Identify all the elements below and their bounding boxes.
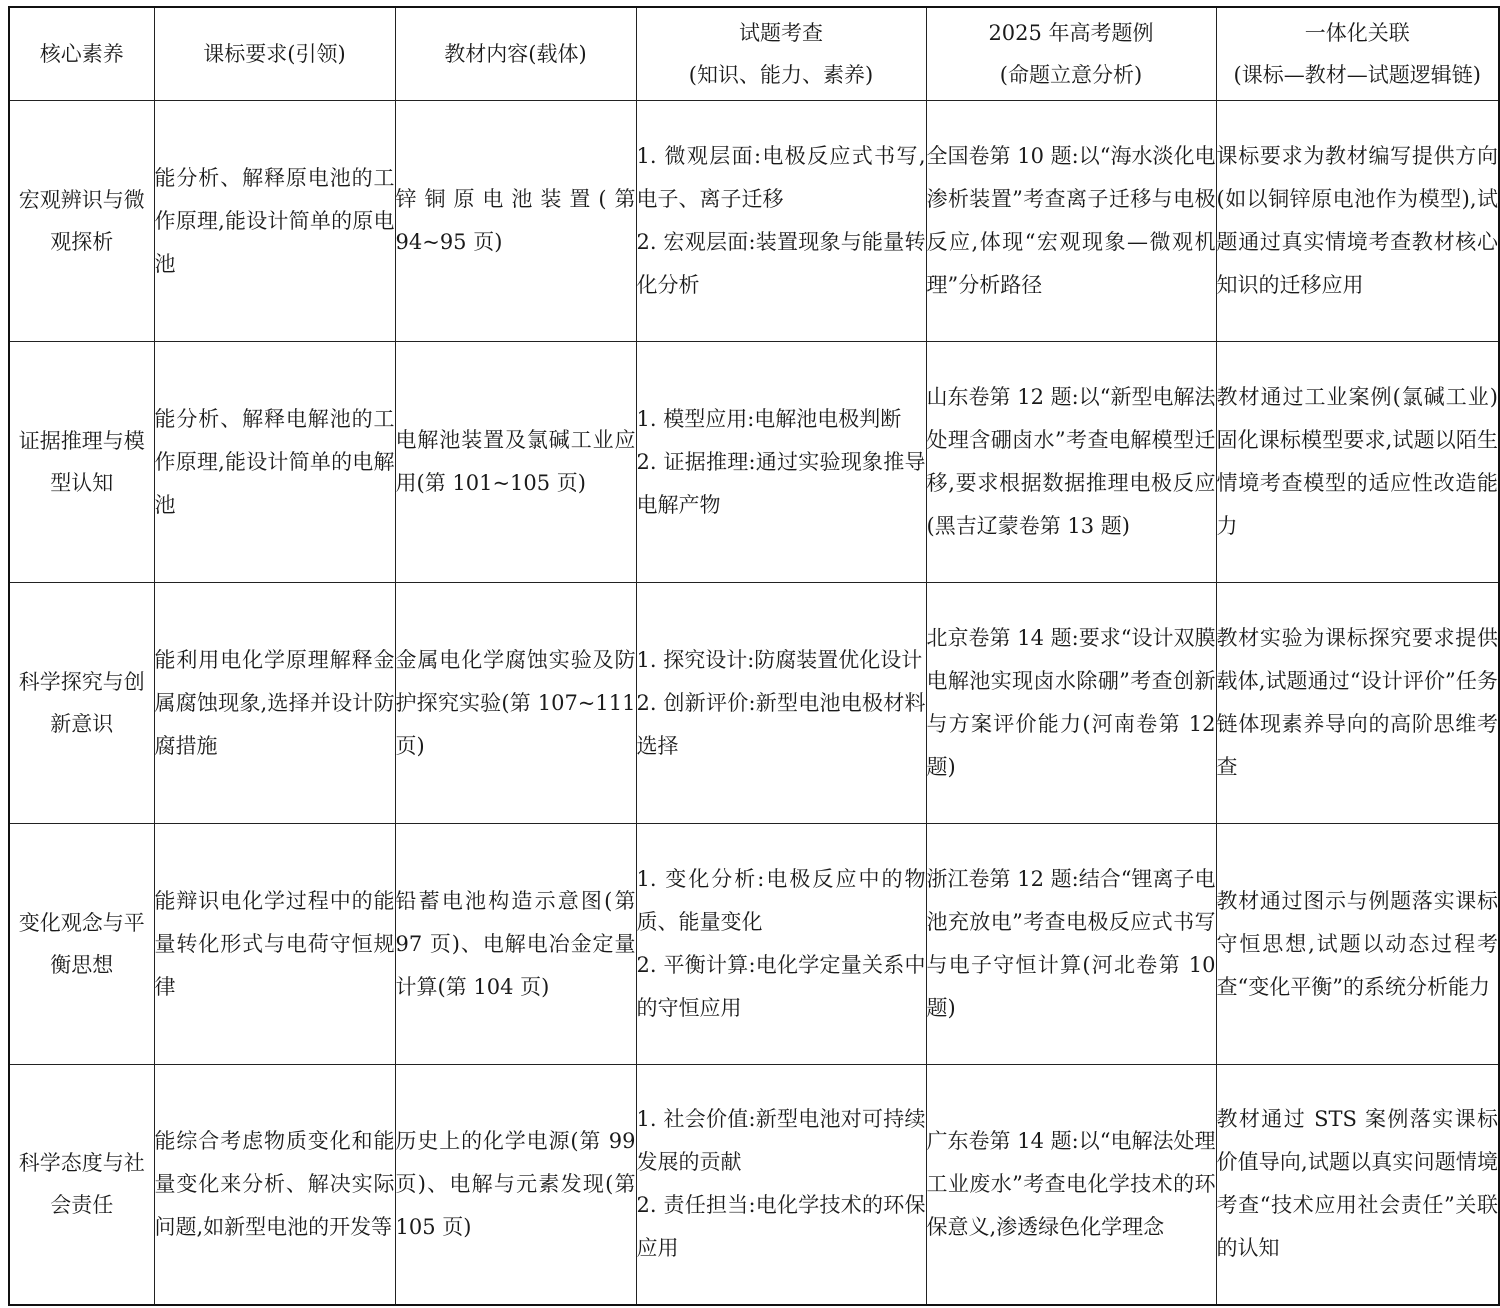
example-text: 北京卷第 14 题:要求“设计双膜电解池实现卤水除硼”考查创新与方案评价能力(河南卷第 12 题): [926, 626, 1216, 779]
link-text: 教材通过图示与例题落实课标守恒思想,试题以动态过程考查“变化平衡”的系统分析能力: [1216, 888, 1498, 999]
textbook-cell: [395, 583, 636, 824]
link-cell: [1216, 101, 1499, 342]
textbook-cell: [395, 824, 636, 1065]
link-cell: [1216, 583, 1499, 824]
standard-text: 能利用电化学原理解释金属腐蚀现象,选择并设计防腐措施: [154, 647, 395, 758]
table-row: [9, 583, 1499, 824]
link-text: 教材实验为课标探究要求提供载体,试题通过“设计评价”任务链体现素养导向的高阶思维考查: [1216, 626, 1498, 779]
standard-text: 能分析、解释电解池的工作原理,能设计简单的电解池: [154, 406, 395, 517]
standard-cell: [154, 583, 395, 824]
standard-text: 能辩识电化学过程中的能量转化形式与电荷守恒规律: [154, 888, 395, 999]
header-integration-link: 一体化关联 (课标—教材—试题逻辑链): [1216, 7, 1499, 101]
core-literacy-text: 变化观念与平衡思想: [18, 911, 145, 977]
textbook-cell: [395, 342, 636, 583]
link-cell: [1216, 1065, 1499, 1305]
table-row: [9, 824, 1499, 1065]
exam-cell: [636, 1065, 926, 1305]
exam-cell: [636, 342, 926, 583]
standard-cell: [154, 342, 395, 583]
textbook-text: 电解池装置及氯碱工业应用(第 101~105 页): [395, 428, 636, 495]
header-curriculum-standard: 课标要求(引领): [154, 7, 395, 101]
standard-cell: [154, 101, 395, 342]
link-cell: [1216, 342, 1499, 583]
core-literacy-cell: [9, 824, 154, 1065]
textbook-text: 锌铜原电池装置(第 94~95 页): [395, 187, 636, 254]
link-text: 课标要求为教材编写提供方向(如以铜锌原电池作为模型),试题通过真实情境考查教材核心知识的迁移应用: [1216, 144, 1498, 297]
link-text: 教材通过工业案例(氯碱工业)固化课标模型要求,试题以陌生情境考查模型的适应性改造能力: [1216, 385, 1498, 538]
example-cell: [926, 1065, 1216, 1305]
textbook-text: 历史上的化学电源(第 99 页)、电解与元素发现(第 105 页): [395, 1128, 636, 1239]
integration-table: [8, 6, 1500, 1306]
example-cell: [926, 101, 1216, 342]
header-textbook-content: 教材内容(载体): [395, 7, 636, 101]
exam-cell: [636, 101, 926, 342]
textbook-cell: [395, 101, 636, 342]
link-text: 教材通过 STS 案例落实课标价值导向,试题以真实问题情境考查“技术应用社会责任”关联的认知: [1216, 1107, 1498, 1261]
core-literacy-cell: [9, 101, 154, 342]
textbook-cell: [395, 1065, 636, 1305]
example-text: 全国卷第 10 题:以“海水淡化电渗析装置”考查离子迁移与电极反应,体现“宏观现象—微观机理”分析路径: [926, 144, 1216, 297]
example-cell: [926, 342, 1216, 583]
core-literacy-text: 科学探究与创新意识: [18, 670, 145, 736]
header-core-literacy: 核心素养: [9, 7, 154, 101]
table-row: [9, 342, 1499, 583]
table-row: [9, 101, 1499, 342]
exam-cell: [636, 583, 926, 824]
header-exam-example: 2025 年高考题例 (命题立意分析): [926, 7, 1216, 101]
exam-lines: 1. 探究设计:防腐装置优化设计 2. 创新评价:新型电池电极材料选择: [636, 647, 926, 758]
example-cell: [926, 583, 1216, 824]
textbook-text: 铅蓄电池构造示意图(第 97 页)、电解电冶金定量计算(第 104 页): [395, 888, 636, 999]
exam-lines: 1. 模型应用:电解池电极判断 2. 证据推理:通过实验现象推导电解产物: [636, 406, 926, 517]
standard-cell: [154, 824, 395, 1065]
exam-lines: 1. 微观层面:电极反应式书写,电子、离子迁移 2. 宏观层面:装置现象与能量转化分析: [636, 144, 926, 297]
header-exam-assessment: 试题考查 (知识、能力、素养): [636, 7, 926, 101]
core-literacy-text: 宏观辨识与微观探析: [18, 188, 145, 254]
core-literacy-text: 科学态度与社会责任: [18, 1151, 145, 1218]
example-text: 浙江卷第 12 题:结合“锂离子电池充放电”考查电极反应式书写与电子守恒计算(河北卷第 10 题): [926, 867, 1216, 1020]
standard-text: 能分析、解释原电池的工作原理,能设计简单的原电池: [154, 165, 395, 276]
exam-lines: 1. 变化分析:电极反应中的物质、能量变化 2. 平衡计算:电化学定量关系中的守恒应用: [636, 867, 926, 1020]
example-cell: [926, 824, 1216, 1065]
standard-cell: [154, 1065, 395, 1305]
textbook-text: 金属电化学腐蚀实验及防护探究实验(第 107~111 页): [395, 647, 636, 758]
exam-lines: 1. 社会价值:新型电池对可持续发展的贡献 2. 责任担当:电化学技术的环保应用: [636, 1107, 926, 1261]
core-literacy-cell: [9, 583, 154, 824]
table-row: [9, 1065, 1499, 1305]
table-header-row: [9, 7, 1499, 101]
example-text: 广东卷第 14 题:以“电解法处理工业废水”考查电化学技术的环保意义,渗透绿色化学理念: [926, 1128, 1216, 1239]
exam-cell: [636, 824, 926, 1065]
example-text: 山东卷第 12 题:以“新型电解法处理含硼卤水”考查电解模型迁移,要求根据数据推理电极反应(黑吉辽蒙卷第 13 题): [926, 385, 1216, 538]
core-literacy-text: 证据推理与模型认知: [18, 429, 145, 495]
core-literacy-cell: [9, 342, 154, 583]
standard-text: 能综合考虑物质变化和能量变化来分析、解决实际问题,如新型电池的开发等: [154, 1128, 395, 1239]
link-cell: [1216, 824, 1499, 1065]
core-literacy-cell: [9, 1065, 154, 1305]
